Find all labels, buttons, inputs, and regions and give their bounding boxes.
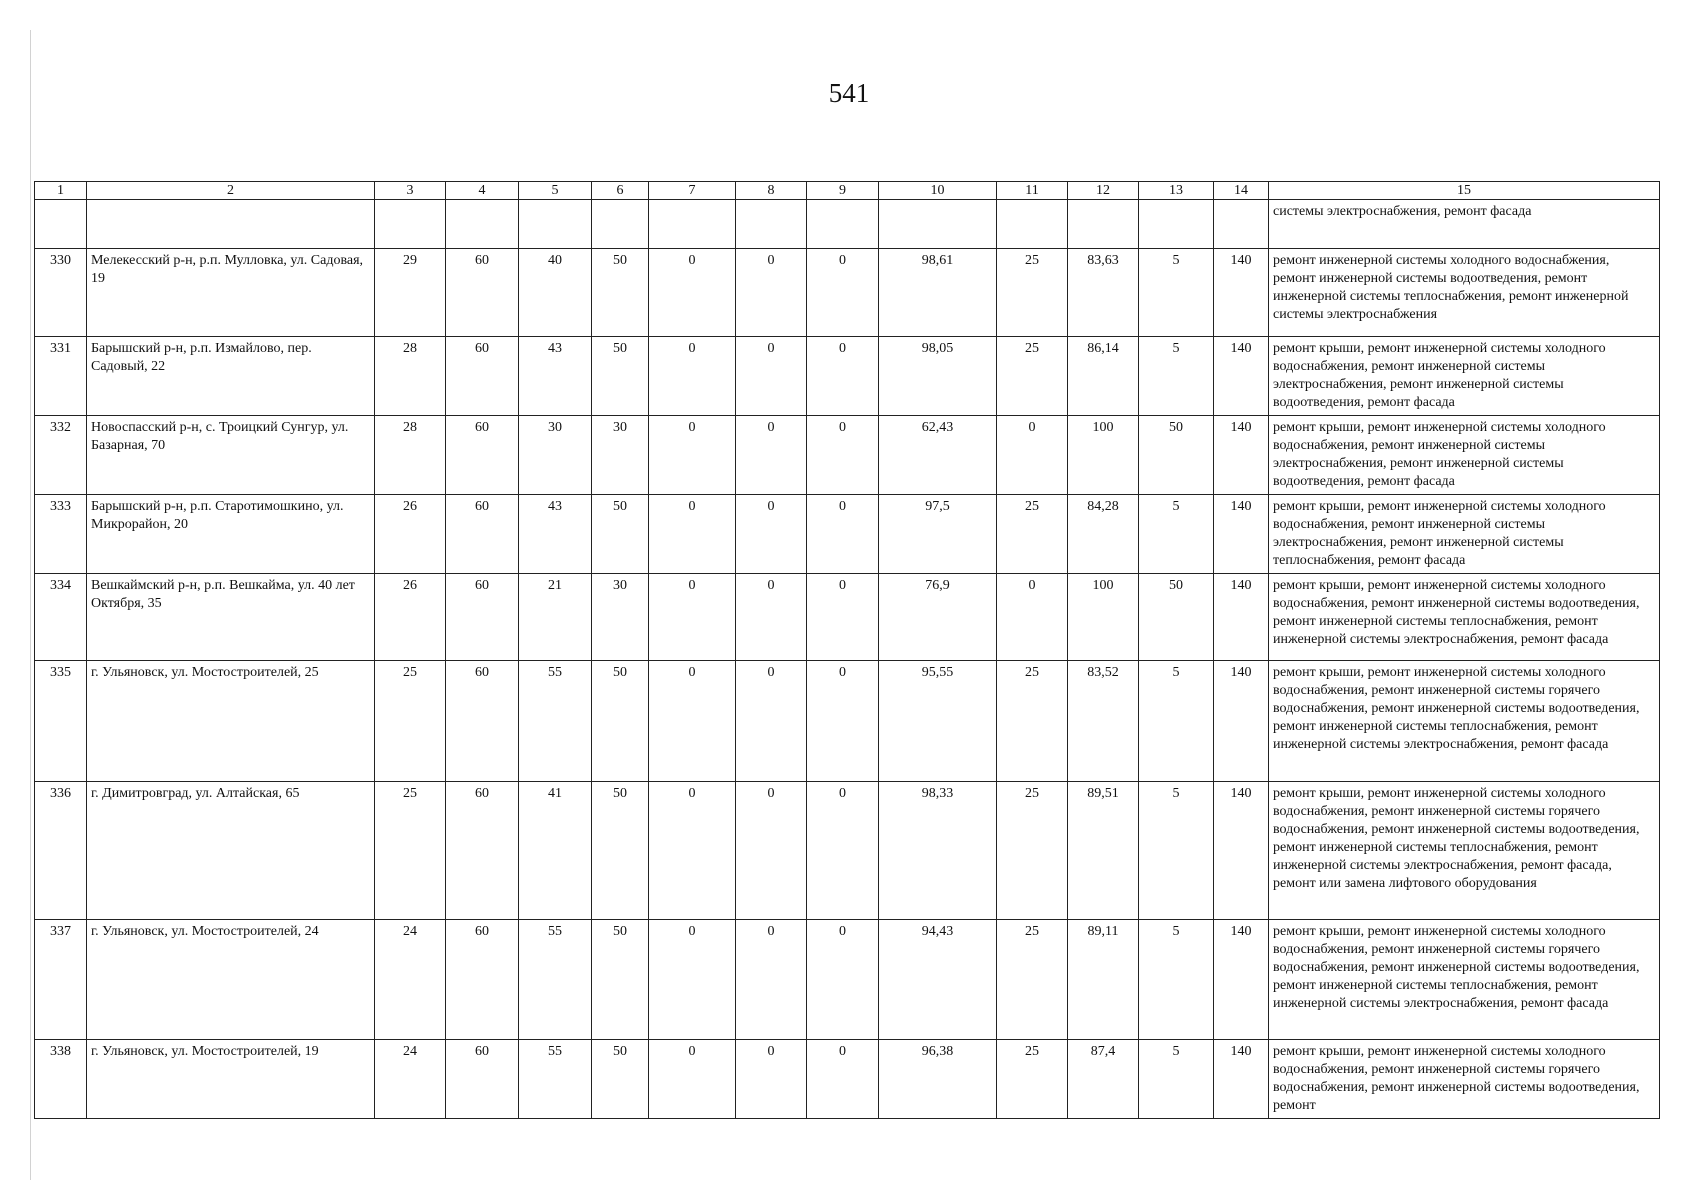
cell-col-14: 140: [1214, 249, 1269, 337]
cell-col-3: 26: [375, 574, 446, 661]
address-cell: г. Ульяновск, ул. Мостостроителей, 24: [87, 920, 375, 1040]
table-row: [35, 782, 1660, 920]
address-cell: Новоспасский р-н, с. Троицкий Сунгур, ул. Базарная, 70: [87, 416, 375, 495]
row-number-cell: 331: [35, 337, 87, 416]
cell-col-9: 0: [807, 249, 879, 337]
page-number: 541: [828, 78, 870, 108]
cell-col-3: 29: [375, 249, 446, 337]
cell-col-6: 50: [592, 249, 649, 337]
cell-col-11: 25: [997, 661, 1068, 782]
cell-col-13: 5: [1139, 1040, 1214, 1119]
cell-col-12: 89,11: [1068, 920, 1139, 1040]
cell-col-8: 0: [736, 416, 807, 495]
col-header-14: 14: [1214, 182, 1269, 200]
row-number-cell: 330: [35, 249, 87, 337]
cell-col-10: 98,05: [879, 337, 997, 416]
cell-col-13: 50: [1139, 574, 1214, 661]
table-row: [35, 495, 1660, 574]
cell-col-8: 0: [736, 574, 807, 661]
cell-col-9: 0: [807, 337, 879, 416]
cell-col-13: 5: [1139, 495, 1214, 574]
cell-col-4: 60: [446, 249, 519, 337]
table-row: [35, 337, 1660, 416]
cell-col-7: 0: [649, 782, 736, 920]
cell-col-6: 50: [592, 661, 649, 782]
cell-col-9: 0: [807, 920, 879, 1040]
works-cell: ремонт крыши, ремонт инженерной системы холодного водоснабжения, ремонт инженерной системы электроснабжения, ремонт инженерной системы водоотведения, ремонт фасада: [1269, 337, 1660, 416]
address-cell: Барышский р-н, р.п. Старотимошкино, ул. Микрорайон, 20: [87, 495, 375, 574]
table-row: [35, 416, 1660, 495]
cell-col-12: 100: [1068, 416, 1139, 495]
cell-col-5: 55: [519, 920, 592, 1040]
cell-col-14: 140: [1214, 416, 1269, 495]
address-cell: г. Димитровград, ул. Алтайская, 65: [87, 782, 375, 920]
cell-col-4: 60: [446, 495, 519, 574]
col-header-12: 12: [1068, 182, 1139, 200]
cell-col-5: 43: [519, 337, 592, 416]
cell-col-10: 98,61: [879, 249, 997, 337]
cell-col-8: 0: [736, 1040, 807, 1119]
cell-col-12: 83,52: [1068, 661, 1139, 782]
col-header-13: 13: [1139, 182, 1214, 200]
cell-col-7: 0: [649, 495, 736, 574]
cell-col-8: 0: [736, 920, 807, 1040]
cell-col-6: 30: [592, 416, 649, 495]
cell-col-14: 140: [1214, 1040, 1269, 1119]
address-cell: Мелекесский р-н, р.п. Мулловка, ул. Садовая, 19: [87, 249, 375, 337]
cell-col-11: 25: [997, 249, 1068, 337]
row-number-cell: 338: [35, 1040, 87, 1119]
works-cell: ремонт крыши, ремонт инженерной системы холодного водоснабжения, ремонт инженерной системы электроснабжения, ремонт инженерной системы водоотведения, ремонт фасада: [1269, 416, 1660, 495]
cell-col-5: 40: [519, 249, 592, 337]
cell-col-8: 0: [736, 782, 807, 920]
cell-col-12: 83,63: [1068, 249, 1139, 337]
cell-col-7: 0: [649, 661, 736, 782]
cell-col-13: 5: [1139, 920, 1214, 1040]
cell-col-8: 0: [736, 337, 807, 416]
row-number-cell: 336: [35, 782, 87, 920]
cell-col-13: 5: [1139, 337, 1214, 416]
continuation-works-cell: системы электроснабжения, ремонт фасада: [1269, 200, 1660, 249]
cell-col-5: 55: [519, 1040, 592, 1119]
cell-col-3: 24: [375, 920, 446, 1040]
cell-col-5: 21: [519, 574, 592, 661]
address-cell: Барышский р-н, р.п. Измайлово, пер. Садовый, 22: [87, 337, 375, 416]
cell-col-12: 89,51: [1068, 782, 1139, 920]
cell-col-7: 0: [649, 920, 736, 1040]
address-cell: Вешкаймский р-н, р.п. Вешкайма, ул. 40 лет Октября, 35: [87, 574, 375, 661]
works-cell: ремонт инженерной системы холодного водоснабжения, ремонт инженерной системы водоотведения, ремонт инженерной системы теплоснабжения, ремонт инженерной системы электроснабжения: [1269, 249, 1660, 337]
col-header-4: 4: [446, 182, 519, 200]
cell-col-5: 41: [519, 782, 592, 920]
cell-col-6: 50: [592, 782, 649, 920]
cell-col-10: 94,43: [879, 920, 997, 1040]
row-number-cell: 337: [35, 920, 87, 1040]
cell-col-10: 96,38: [879, 1040, 997, 1119]
works-cell: ремонт крыши, ремонт инженерной системы холодного водоснабжения, ремонт инженерной системы горячего водоснабжения, ремонт инженерной системы водоотведения, ремонт инженерной системы теплоснабжения, ремонт инженерной системы электроснабжения, ремонт фасада: [1269, 920, 1660, 1040]
cell-col-3: 25: [375, 782, 446, 920]
cell-col-9: 0: [807, 782, 879, 920]
cell-col-11: 0: [997, 574, 1068, 661]
cell-col-6: 50: [592, 495, 649, 574]
cell-col-13: 5: [1139, 249, 1214, 337]
table-row: [35, 249, 1660, 337]
col-header-7: 7: [649, 182, 736, 200]
col-header-3: 3: [375, 182, 446, 200]
cell-col-12: 100: [1068, 574, 1139, 661]
col-header-11: 11: [997, 182, 1068, 200]
cell-col-4: 60: [446, 337, 519, 416]
cell-col-6: 50: [592, 1040, 649, 1119]
cell-col-9: 0: [807, 574, 879, 661]
row-number-cell: 332: [35, 416, 87, 495]
cell-col-8: 0: [736, 495, 807, 574]
cell-col-14: 140: [1214, 495, 1269, 574]
cell-col-8: 0: [736, 661, 807, 782]
cell-col-3: 28: [375, 337, 446, 416]
cell-col-4: 60: [446, 661, 519, 782]
cell-col-13: 5: [1139, 661, 1214, 782]
cell-col-11: 25: [997, 1040, 1068, 1119]
row-number-cell: 335: [35, 661, 87, 782]
col-header-9: 9: [807, 182, 879, 200]
cell-col-9: 0: [807, 416, 879, 495]
cell-col-7: 0: [649, 1040, 736, 1119]
cell-col-14: 140: [1214, 920, 1269, 1040]
cell-col-9: 0: [807, 661, 879, 782]
cell-col-10: 95,55: [879, 661, 997, 782]
cell-col-5: 30: [519, 416, 592, 495]
cell-col-7: 0: [649, 249, 736, 337]
works-cell: ремонт крыши, ремонт инженерной системы холодного водоснабжения, ремонт инженерной системы электроснабжения, ремонт инженерной системы теплоснабжения, ремонт фасада: [1269, 495, 1660, 574]
col-header-15: 15: [1269, 182, 1660, 200]
cell-col-10: 98,33: [879, 782, 997, 920]
cell-col-6: 30: [592, 574, 649, 661]
col-header-6: 6: [592, 182, 649, 200]
cell-col-7: 0: [649, 574, 736, 661]
cell-col-8: 0: [736, 249, 807, 337]
cell-col-13: 5: [1139, 782, 1214, 920]
cell-col-7: 0: [649, 416, 736, 495]
table-row: [35, 661, 1660, 782]
cell-col-3: 28: [375, 416, 446, 495]
cell-col-4: 60: [446, 574, 519, 661]
row-number-cell: 334: [35, 574, 87, 661]
cell-col-7: 0: [649, 337, 736, 416]
cell-col-14: 140: [1214, 574, 1269, 661]
header-row: [35, 182, 1660, 200]
row-number-cell: 333: [35, 495, 87, 574]
cell-col-3: 25: [375, 661, 446, 782]
works-cell: ремонт крыши, ремонт инженерной системы холодного водоснабжения, ремонт инженерной системы горячего водоснабжения, ремонт инженерной системы водоотведения, ремонт инженерной системы теплоснабжения, ремонт инженерной системы электроснабжения, ремонт фасада: [1269, 661, 1660, 782]
col-header-8: 8: [736, 182, 807, 200]
cell-col-4: 60: [446, 920, 519, 1040]
works-cell: ремонт крыши, ремонт инженерной системы холодного водоснабжения, ремонт инженерной системы горячего водоснабжения, ремонт инженерной системы водоотведения, ремонт инженерной системы теплоснабжения, ремонт инженерной системы электроснабжения, ремонт фасада, ремонт или замена лифтового оборудования: [1269, 782, 1660, 920]
cell-col-12: 87,4: [1068, 1040, 1139, 1119]
cell-col-13: 50: [1139, 416, 1214, 495]
cell-col-9: 0: [807, 1040, 879, 1119]
register-table: [34, 181, 1660, 1119]
cell-col-14: 140: [1214, 661, 1269, 782]
cell-col-10: 76,9: [879, 574, 997, 661]
cell-col-10: 62,43: [879, 416, 997, 495]
cell-col-11: 25: [997, 337, 1068, 416]
cell-col-10: 97,5: [879, 495, 997, 574]
cell-col-9: 0: [807, 495, 879, 574]
works-cell: ремонт крыши, ремонт инженерной системы холодного водоснабжения, ремонт инженерной системы водоотведения, ремонт инженерной системы теплоснабжения, ремонт инженерной системы электроснабжения, ремонт фасада: [1269, 574, 1660, 661]
cell-col-6: 50: [592, 337, 649, 416]
cell-col-11: 25: [997, 495, 1068, 574]
cell-col-11: 0: [997, 416, 1068, 495]
cell-col-3: 24: [375, 1040, 446, 1119]
cell-col-5: 43: [519, 495, 592, 574]
col-header-1: 1: [35, 182, 87, 200]
cell-col-14: 140: [1214, 782, 1269, 920]
continuation-row: [35, 200, 1660, 249]
col-header-10: 10: [879, 182, 997, 200]
table-row: [35, 920, 1660, 1040]
works-cell: ремонт крыши, ремонт инженерной системы холодного водоснабжения, ремонт инженерной системы горячего водоснабжения, ремонт инженерной системы водоотведения, ремонт: [1269, 1040, 1660, 1119]
cell-col-6: 50: [592, 920, 649, 1040]
table-row: [35, 574, 1660, 661]
cell-col-4: 60: [446, 416, 519, 495]
col-header-5: 5: [519, 182, 592, 200]
table-row: [35, 1040, 1660, 1119]
cell-col-12: 86,14: [1068, 337, 1139, 416]
cell-col-14: 140: [1214, 337, 1269, 416]
col-header-2: 2: [87, 182, 375, 200]
cell-col-11: 25: [997, 920, 1068, 1040]
cell-col-5: 55: [519, 661, 592, 782]
cell-col-4: 60: [446, 1040, 519, 1119]
address-cell: г. Ульяновск, ул. Мостостроителей, 25: [87, 661, 375, 782]
cell-col-4: 60: [446, 782, 519, 920]
cell-col-12: 84,28: [1068, 495, 1139, 574]
cell-col-3: 26: [375, 495, 446, 574]
page-edge-line: [30, 30, 31, 1180]
cell-col-11: 25: [997, 782, 1068, 920]
address-cell: г. Ульяновск, ул. Мостостроителей, 19: [87, 1040, 375, 1119]
